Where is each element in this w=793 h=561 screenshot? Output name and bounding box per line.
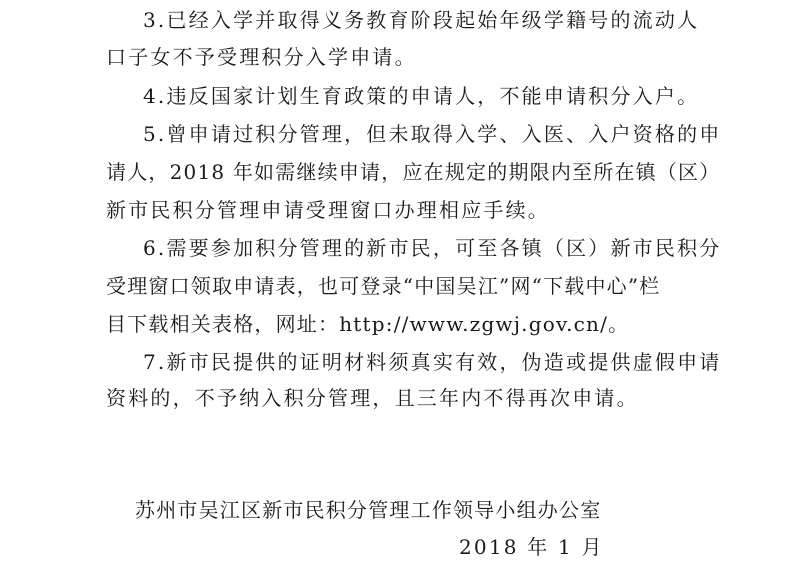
paragraph-4-line-1: 4.违反国家计划生育政策的申请人，不能申请积分入户。 [143, 84, 700, 108]
paragraph-6-line-1: 6.需要参加积分管理的新市民，可至各镇（区）新市民积分 [143, 236, 722, 260]
paragraph-7-line-2: 资料的，不予纳入积分管理，且三年内不得再次申请。 [106, 386, 639, 410]
paragraph-7-line-1: 7.新市民提供的证明材料须真实有效，伪造或提供虚假申请 [143, 350, 722, 374]
paragraph-5-line-3: 新市民积分管理申请受理窗口办理相应手续。 [106, 198, 550, 222]
issuer-signature: 苏州市吴江区新市民积分管理工作领导小组办公室 [135, 498, 602, 522]
paragraph-5-line-1: 5.曾申请过积分管理，但未取得入学、入医、入户资格的申 [143, 122, 722, 146]
paragraph-6-line-3: 目下载相关表格，网址：http://www.zgwj.gov.cn/。 [106, 312, 630, 336]
paragraph-6-line-2: 受理窗口领取申请表，也可登录“中国吴江”网“下载中心”栏 [106, 274, 661, 298]
paragraph-3-line-1: 3.已经入学并取得义务教育阶段起始年级学籍号的流动人 [143, 8, 700, 32]
paragraph-5-line-2: 请人，2018 年如需继续申请，应在规定的期限内至所在镇（区） [106, 160, 721, 184]
paragraph-3-line-2: 口子女不予受理积分入学申请。 [106, 45, 417, 69]
issue-date: 2018 年 1 月 [459, 535, 604, 559]
